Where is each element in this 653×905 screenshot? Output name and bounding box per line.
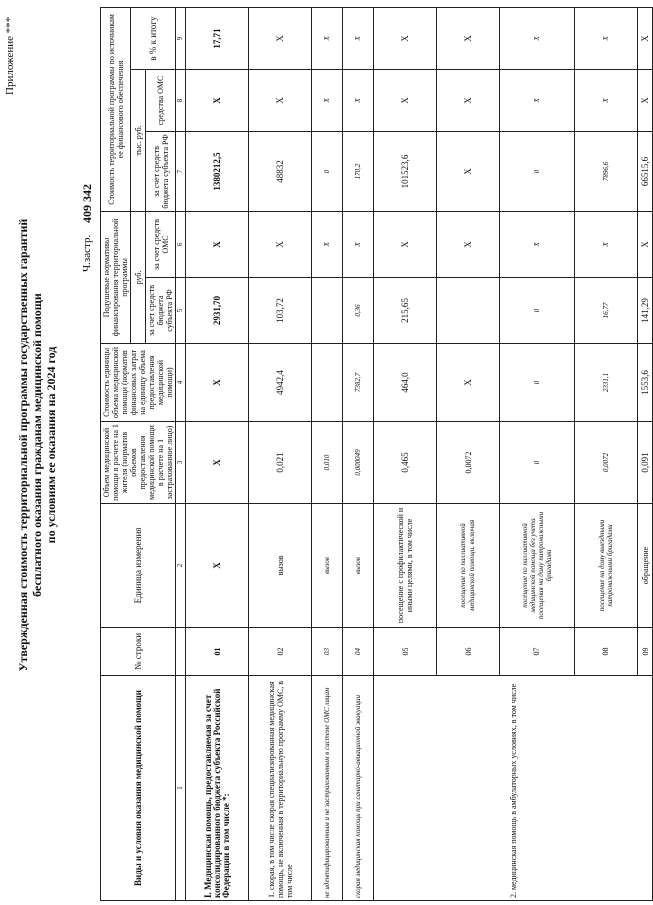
title-line: по условиям ее оказания на 2024 год [44, 346, 58, 544]
row-unit: посещение по паллиативной медицинской помощи без учета посещения на дому патронажными бригадами [500, 503, 575, 627]
row-number: 03 [312, 628, 343, 676]
document-title [16, 165, 58, 725]
population-value: 409 342 [80, 184, 94, 223]
row-unit-cost: 464,0 [374, 343, 437, 421]
row-cost-oms: X [638, 69, 653, 131]
row-name: не идентифицированным и не застрахованным в системе ОМС лицам [312, 676, 343, 901]
row-unit-cost: 1553,6 [638, 343, 653, 421]
row-volume: 0,010 [312, 421, 343, 503]
column-number: 1 [176, 676, 186, 901]
row-cost-budget: 0 [500, 131, 575, 211]
header-cost-group: Стоимость территориальной программы по источникам ее финансового обеспечения [101, 7, 131, 211]
column-number: 4 [176, 343, 186, 421]
row-norm-budget: 215,65 [374, 277, 437, 343]
row-number: 02 [249, 628, 312, 676]
row-norm-oms: X [186, 211, 249, 277]
row-name: I. Медицинская помощь, предоставляемая за счет консолидированного бюджета субъекта Российской Федерации в том числе *: [186, 676, 249, 901]
row-norm-budget: 103,72 [249, 277, 312, 343]
row-unit: вызов [343, 503, 374, 627]
row-name: скорая медицинская помощь при санитарно-авиационной эвакуации [343, 676, 374, 901]
row-unit-cost: 7382,7 [343, 343, 374, 421]
column-numbers-row [176, 7, 186, 900]
header-norm-budget: за счет средств бюджета субъекта РФ [146, 277, 176, 343]
row-percent: X [638, 7, 653, 69]
header-unit-cost: Стоимость единицы объема медицинской помощи (норматив финансовых затрат на единицу объема предоставления медицинской помощи) [101, 343, 176, 421]
cost-table [100, 7, 653, 901]
header-kind: Виды и условия оказания медицинской помощи [101, 676, 176, 901]
row-volume: 0,0072 [575, 421, 638, 503]
row-unit: вызов [312, 503, 343, 627]
column-number: 5 [176, 277, 186, 343]
header-cost-oms: средства ОМС [146, 69, 176, 131]
row-unit-cost: 4942,4 [249, 343, 312, 421]
header-norm-unit: руб. [131, 211, 146, 343]
row-unit-cost: 2331,1 [575, 343, 638, 421]
row-cost-budget: 66515,6 [638, 131, 653, 211]
row-unit: X [186, 503, 249, 627]
table-header [101, 7, 186, 900]
row-volume: 0,465 [374, 421, 437, 503]
row-number: 01 [186, 628, 249, 676]
row-cost-oms: X [186, 69, 249, 131]
row-cost-oms: X [312, 69, 343, 131]
table-row [312, 7, 343, 900]
row-percent: X [374, 7, 437, 69]
row-cost-budget: 1380212,5 [186, 131, 249, 211]
row-norm-budget: 0,36 [343, 277, 374, 343]
row-unit-cost: X [186, 343, 249, 421]
row-norm-oms: X [500, 211, 575, 277]
row-norm-budget [312, 277, 343, 343]
row-cost-budget: 48832 [249, 131, 312, 211]
row-norm-oms: X [575, 211, 638, 277]
header-norm-oms: за счет средств ОМС [146, 211, 176, 277]
row-number: 04 [343, 628, 374, 676]
appendix-label: Приложение *** [4, 16, 16, 95]
title-line: бесплатного оказания гражданам медицинской помощи [30, 293, 44, 597]
row-norm-budget: 16,77 [575, 277, 638, 343]
row-norm-oms: X [249, 211, 312, 277]
row-norm-oms: X [638, 211, 653, 277]
row-volume: 0,0072 [437, 421, 500, 503]
table-body [186, 7, 653, 900]
column-number: 7 [176, 131, 186, 211]
row-number: 05 [374, 628, 437, 676]
row-number: 08 [575, 628, 638, 676]
row-percent: X [500, 7, 575, 69]
row-unit-cost [312, 343, 343, 421]
header-cost-budget: за счет средств бюджета субъекта РФ [146, 131, 176, 211]
header-norm-group: Подушевые нормативы финансирования территориальной программы [101, 211, 131, 343]
table-row [374, 7, 437, 900]
row-unit-cost: X [437, 343, 500, 421]
row-norm-budget: 2931,70 [186, 277, 249, 343]
row-number: 07 [500, 628, 575, 676]
row-percent: X [312, 7, 343, 69]
row-cost-oms: X [249, 69, 312, 131]
row-norm-budget: 141,29 [638, 277, 653, 343]
row-number: 09 [638, 628, 653, 676]
row-volume: 0,021 [249, 421, 312, 503]
row-cost-oms: X [500, 69, 575, 131]
row-cost-oms: X [575, 69, 638, 131]
row-percent: X [437, 7, 500, 69]
row-norm-oms: X [312, 211, 343, 277]
row-percent: X [575, 7, 638, 69]
column-number [176, 628, 186, 676]
row-cost-oms: X [374, 69, 437, 131]
table-row [186, 7, 249, 900]
row-volume: 0 [500, 421, 575, 503]
row-norm-oms: X [437, 211, 500, 277]
row-cost-budget: 0 [312, 131, 343, 211]
row-volume: 0,000049 [343, 421, 374, 503]
row-name: 2. медицинская помощь в амбулаторных условиях, в том числе [374, 676, 653, 901]
row-unit-cost: 0 [500, 343, 575, 421]
row-unit: посещение по паллиативной медицинской помощи, включая [437, 503, 500, 627]
row-norm-oms: X [343, 211, 374, 277]
row-unit: вызов [249, 503, 312, 627]
column-number: 6 [176, 211, 186, 277]
table-row [249, 7, 312, 900]
row-cost-budget: 7896,6 [575, 131, 638, 211]
column-number: 2 [176, 503, 186, 627]
header-cost-unit: тыс. руб. [131, 69, 146, 211]
table-row [343, 7, 374, 900]
population-label: Ч.застр. [81, 234, 93, 272]
row-percent: X [249, 7, 312, 69]
row-cost-budget: 101523,6 [374, 131, 437, 211]
row-norm-budget: 0 [500, 277, 575, 343]
title-line: Утвержденная стоимость территориальной программы государственных гарантий [16, 218, 30, 672]
row-name: 1. скорая, в том числе скорая специализированная медицинская помощь, не включенная в территориальную программу ОМС, в том числе [249, 676, 312, 901]
row-norm-budget [437, 277, 500, 343]
row-norm-oms: X [374, 211, 437, 277]
row-number: 06 [437, 628, 500, 676]
row-volume: 0,091 [638, 421, 653, 503]
header-row-number: № строки [101, 628, 176, 676]
row-cost-budget: 170,2 [343, 131, 374, 211]
row-percent: X [343, 7, 374, 69]
header-volume: Объем медицинской помощи в расчете на 1 жителя (норматив объемов предоставления медицинской помощи в расчете на 1 застрахованное лицо) [101, 421, 176, 503]
row-cost-oms: X [437, 69, 500, 131]
row-unit: посещение на дому выездными патронажными бригадами [575, 503, 638, 627]
header-unit: Единица измерения [101, 503, 176, 627]
row-volume: X [186, 421, 249, 503]
column-number: 9 [176, 7, 186, 69]
column-number: 3 [176, 421, 186, 503]
row-cost-oms: X [343, 69, 374, 131]
row-cost-budget: X [437, 131, 500, 211]
header-percent: в % к итогу [131, 7, 176, 69]
row-unit: посещение с профилактической и иными целями, в том числе [374, 503, 437, 627]
column-number: 8 [176, 69, 186, 131]
row-unit: обращение [638, 503, 653, 627]
row-percent: 17,71 [186, 7, 249, 69]
